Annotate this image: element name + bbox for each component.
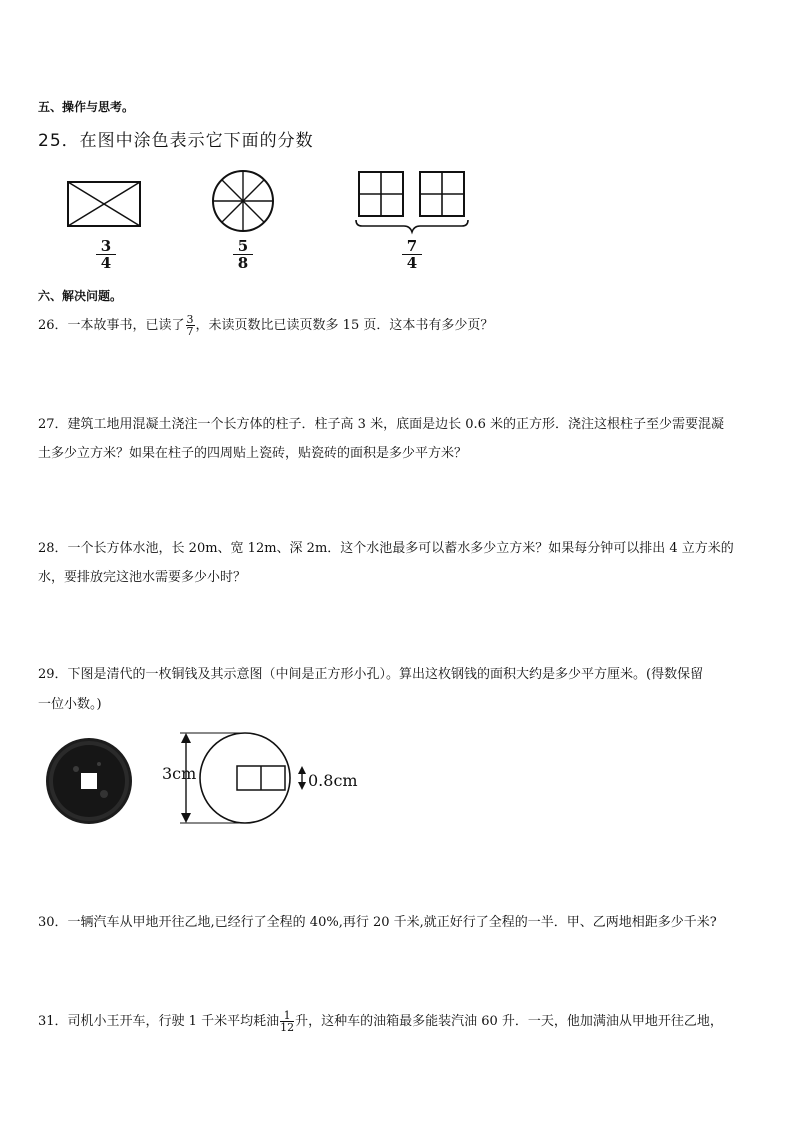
rectangle-figure bbox=[68, 182, 140, 226]
hole-size-label: 0.8cm bbox=[308, 771, 358, 790]
fraction-label-rectangle: $\frac{3}{4}$ bbox=[96, 238, 116, 271]
section-five-title: 五、操作与思考。 bbox=[38, 100, 135, 114]
circle-figure bbox=[213, 171, 273, 231]
question-31-text: 31．司机小王开车，行驶 1 千米平均耗油 $\frac{1}{12}$ 升，这种车的油箱最多能装汽油 60 升．一天，他加满油从甲地开往乙地， bbox=[38, 1009, 723, 1034]
fraction-label-circle: $\frac{5}{8}$ bbox=[233, 238, 253, 271]
question-25-text: 25．在图中涂色表示它下面的分数 bbox=[38, 131, 314, 151]
fraction-label-squares: $\frac{7}{4}$ bbox=[402, 238, 422, 271]
question-30-text: 30．一辆汽车从甲地开往乙地,已经行了全程的 40%,再行 20 千米,就正好行了全程的一半．甲、乙两地相距多少千米? bbox=[38, 915, 717, 930]
question-28-line-2: 水，要排放完这池水需要多少小时？ bbox=[38, 570, 247, 585]
question-27-line-2: 土多少立方米？如果在柱子的四周贴上瓷砖，贴瓷砖的面积是多少平方米？ bbox=[38, 446, 468, 461]
fraction-one-twelfth: $\frac{1}{12}$ bbox=[280, 1009, 295, 1034]
question-28-line-1: 28．一个长方体水池，长 20m、宽 12m、深 2m．这个水池最多可以蓄水多少立方米？如果每分钟可以排出 4 立方米的 bbox=[38, 541, 734, 556]
section-six-title: 六、解决问题。 bbox=[38, 289, 123, 303]
fraction-three-sevenths: $\frac{3}{7}$ bbox=[186, 313, 194, 338]
question-27-line-1: 27．建筑工地用混凝土浇注一个长方体的柱子．柱子高 3 米，底面是边长 0.6 米的正方形．浇注这根柱子至少需要混凝 bbox=[38, 417, 725, 432]
copper-coin-image bbox=[44, 736, 134, 826]
question-25-figure bbox=[38, 164, 488, 276]
question-29-line-1: 29．下图是清代的一枚铜钱及其示意图（中间是正方形小孔）。算出这枚钢钱的面积大约是多少平方厘米。(得数保留 bbox=[38, 667, 704, 682]
diameter-label: 3cm bbox=[162, 764, 197, 783]
question-26-text: 26．一本故事书，已读了 $\frac{3}{7}$ ，未读页数比已读页数多 15 页．这本书有多少页？ bbox=[38, 313, 494, 338]
two-squares-figure bbox=[356, 172, 468, 232]
question-29-line-2: 一位小数。) bbox=[38, 697, 102, 712]
